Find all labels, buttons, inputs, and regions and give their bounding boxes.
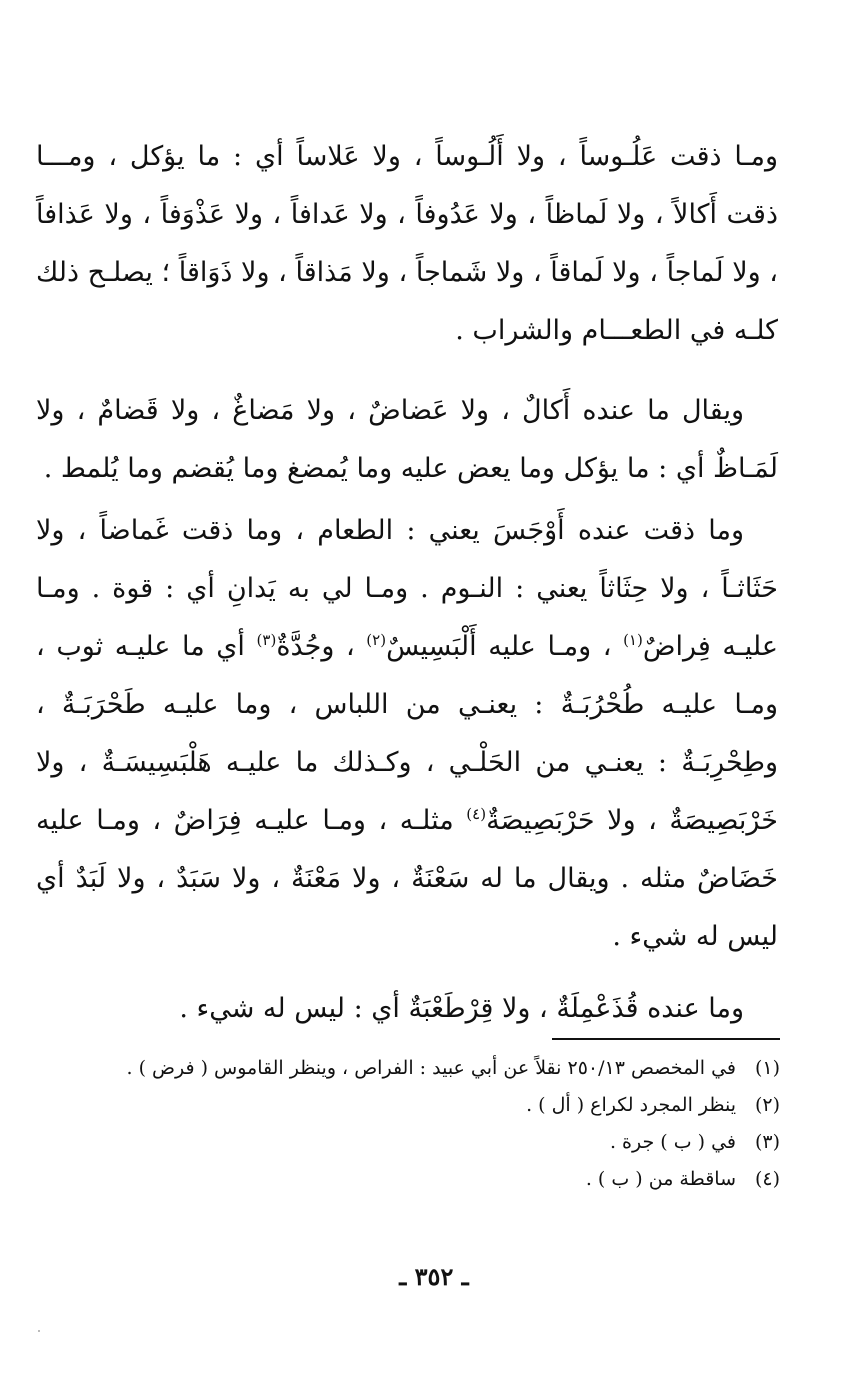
footnote-item bbox=[120, 1050, 780, 1087]
footnote-ref-3[interactable]: (٣) bbox=[256, 631, 277, 649]
paragraph-3-text-d: أي ما عليـه ثوب ، ومـا عليـه طُحْرُبَـةٌ : يعنـي من اللباس ، وما عليـه طَحْرَبَـةٌ ، وطِحْرِبَـةٌ : يعنـي من الحَلْـي ، وكـذلك ما عليـه هَلْبَسِيسَـةٌ ، ولا خَرْبَصِيصَةٌ ، ولا حَرْبَصِيصَةٌ bbox=[36, 631, 778, 836]
paragraph-3-text-a: وما ذقت عنده أَوْجَسَ يعني : الطعام ، وما ذقت غَماضاً ، ولا حَثَاثـاً ، ولا حِثَاثاً يعني : النـوم . ومـا لي به يَدانِ أي : قوة . ومـا عليـه فِراضٌ bbox=[36, 515, 778, 662]
footnote-item bbox=[120, 1161, 780, 1198]
footnote-text: في المخصص ٢٥٠/١٣ نقلاً عن أبي عبيد : الفراص ، وينظر القاموس ( فرض ) . bbox=[126, 1057, 736, 1079]
paragraph-3-text-c: ، وجُدَّةٌ bbox=[276, 631, 367, 662]
paragraph-1: ومـا ذقت عَلُـوساً ، ولا أَلُـوساً ، ولا عَلاساً أي : ما يؤكل ، ومـــا ذقت أَكالاً ، ولا لَماظاً ، ولا عَدُوفاً ، ولا عَدافاً ، ولا عَذْوَفاً ، ولا عَذافاً ، ولا لَماجاً ، ولا لَماقاً ، ولا شَماجاً ، ولا مَذاقاً ، ولا ذَوَاقاً ؛ يصلـح ذلك كلـه في الطعـــام والشراب . bbox=[36, 141, 778, 346]
footnote-text: في ( ب ) جرة . bbox=[609, 1131, 736, 1153]
footnote-number: (١) bbox=[754, 1057, 780, 1079]
footnote-divider bbox=[552, 1038, 780, 1040]
footnote-ref-4[interactable]: (٤) bbox=[466, 805, 487, 823]
paragraph-2: ويقال ما عنده أَكالٌ ، ولا عَضاضٌ ، ولا مَضاغٌ ، ولا قَضامٌ ، ولا لَمَـاظٌ أي : ما يؤكل وما يعض عليه وما يُمضغ وما يُقضم وما يُلمط . bbox=[36, 395, 778, 484]
footnote-text: ساقطة من ( ب ) . bbox=[585, 1168, 736, 1190]
footnote-ref-1[interactable]: (١) bbox=[623, 631, 643, 649]
paragraph-3-text-e: مثلـه ، ومـا عليـه فِرَاضٌ ، ومـا عليه خَضَاضٌ مثله . ويقال ما له سَعْنَةٌ ، ولا مَعْنَةٌ ، ولا سَبَدٌ ، ولا لَبَدٌ أي ليس له شيء . bbox=[36, 805, 778, 952]
footnote-number: (٣) bbox=[754, 1131, 780, 1153]
footnote-text: ينظر المجرد لكراع ( أل ) . bbox=[526, 1094, 736, 1116]
scan-speck bbox=[38, 1330, 40, 1332]
footnote-ref-2[interactable]: (٢) bbox=[366, 631, 387, 649]
footnote-item bbox=[120, 1124, 780, 1161]
paragraph-4: وما عنده قُذَعْمِلَةٌ ، ولا قِرْطَعْبَةٌ أي : ليس له شيء . bbox=[179, 993, 744, 1024]
footnotes-list bbox=[120, 1050, 780, 1198]
footnote-number: (٢) bbox=[754, 1094, 780, 1116]
footnote-number: (٤) bbox=[754, 1168, 780, 1190]
paragraph-3 bbox=[36, 502, 778, 966]
main-text bbox=[36, 128, 778, 1038]
page-number: ـ ٣٥٢ ـ bbox=[399, 1262, 469, 1291]
footnote-item bbox=[120, 1087, 780, 1124]
paragraph-3-text-b: ، ومـا عليه أَلْبَسِيسٌ bbox=[386, 631, 624, 662]
